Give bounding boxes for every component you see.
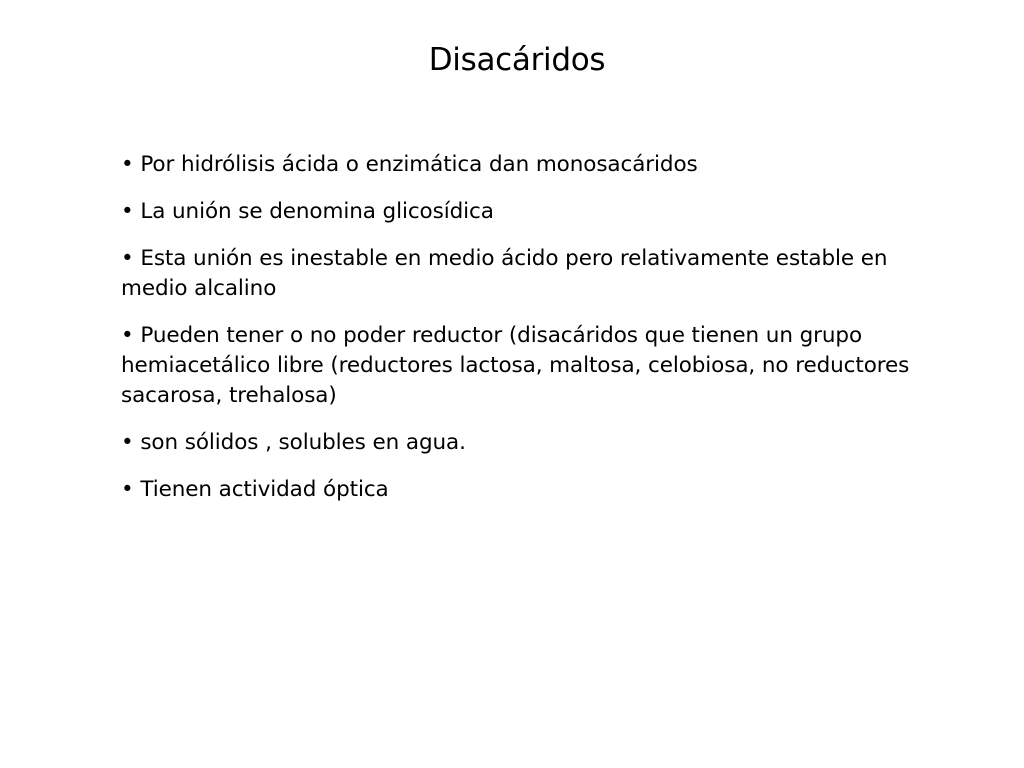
bullet-item	[121, 197, 941, 227]
bullet-item	[121, 428, 941, 458]
bullet-marker: •	[121, 199, 134, 224]
bullet-text: Tienen actividad óptica	[140, 477, 389, 502]
bullet-item	[121, 244, 941, 304]
bullet-marker: •	[121, 152, 134, 177]
slide-title: Disacáridos	[428, 42, 606, 78]
bullet-text: son sólidos , solubles en agua.	[140, 430, 466, 455]
bullet-text: Pueden tener o no poder reductor (disacáridos que tienen un grupo hemiacetálico libre (reductores lactosa, maltosa, celobiosa, no reductores sacarosa, trehalosa)	[121, 323, 910, 408]
bullet-item	[121, 321, 941, 411]
bullet-marker: •	[121, 323, 134, 348]
bullet-item	[121, 150, 941, 180]
bullet-marker: •	[121, 430, 134, 455]
bullet-marker: •	[121, 246, 134, 271]
bullet-text: La unión se denomina glicosídica	[140, 199, 494, 224]
bullet-list	[121, 150, 941, 522]
bullet-marker: •	[121, 477, 134, 502]
bullet-item	[121, 475, 941, 505]
bullet-text: Esta unión es inestable en medio ácido pero relativamente estable en medio alcalino	[121, 246, 888, 301]
bullet-text: Por hidrólisis ácida o enzimática dan monosacáridos	[140, 152, 698, 177]
